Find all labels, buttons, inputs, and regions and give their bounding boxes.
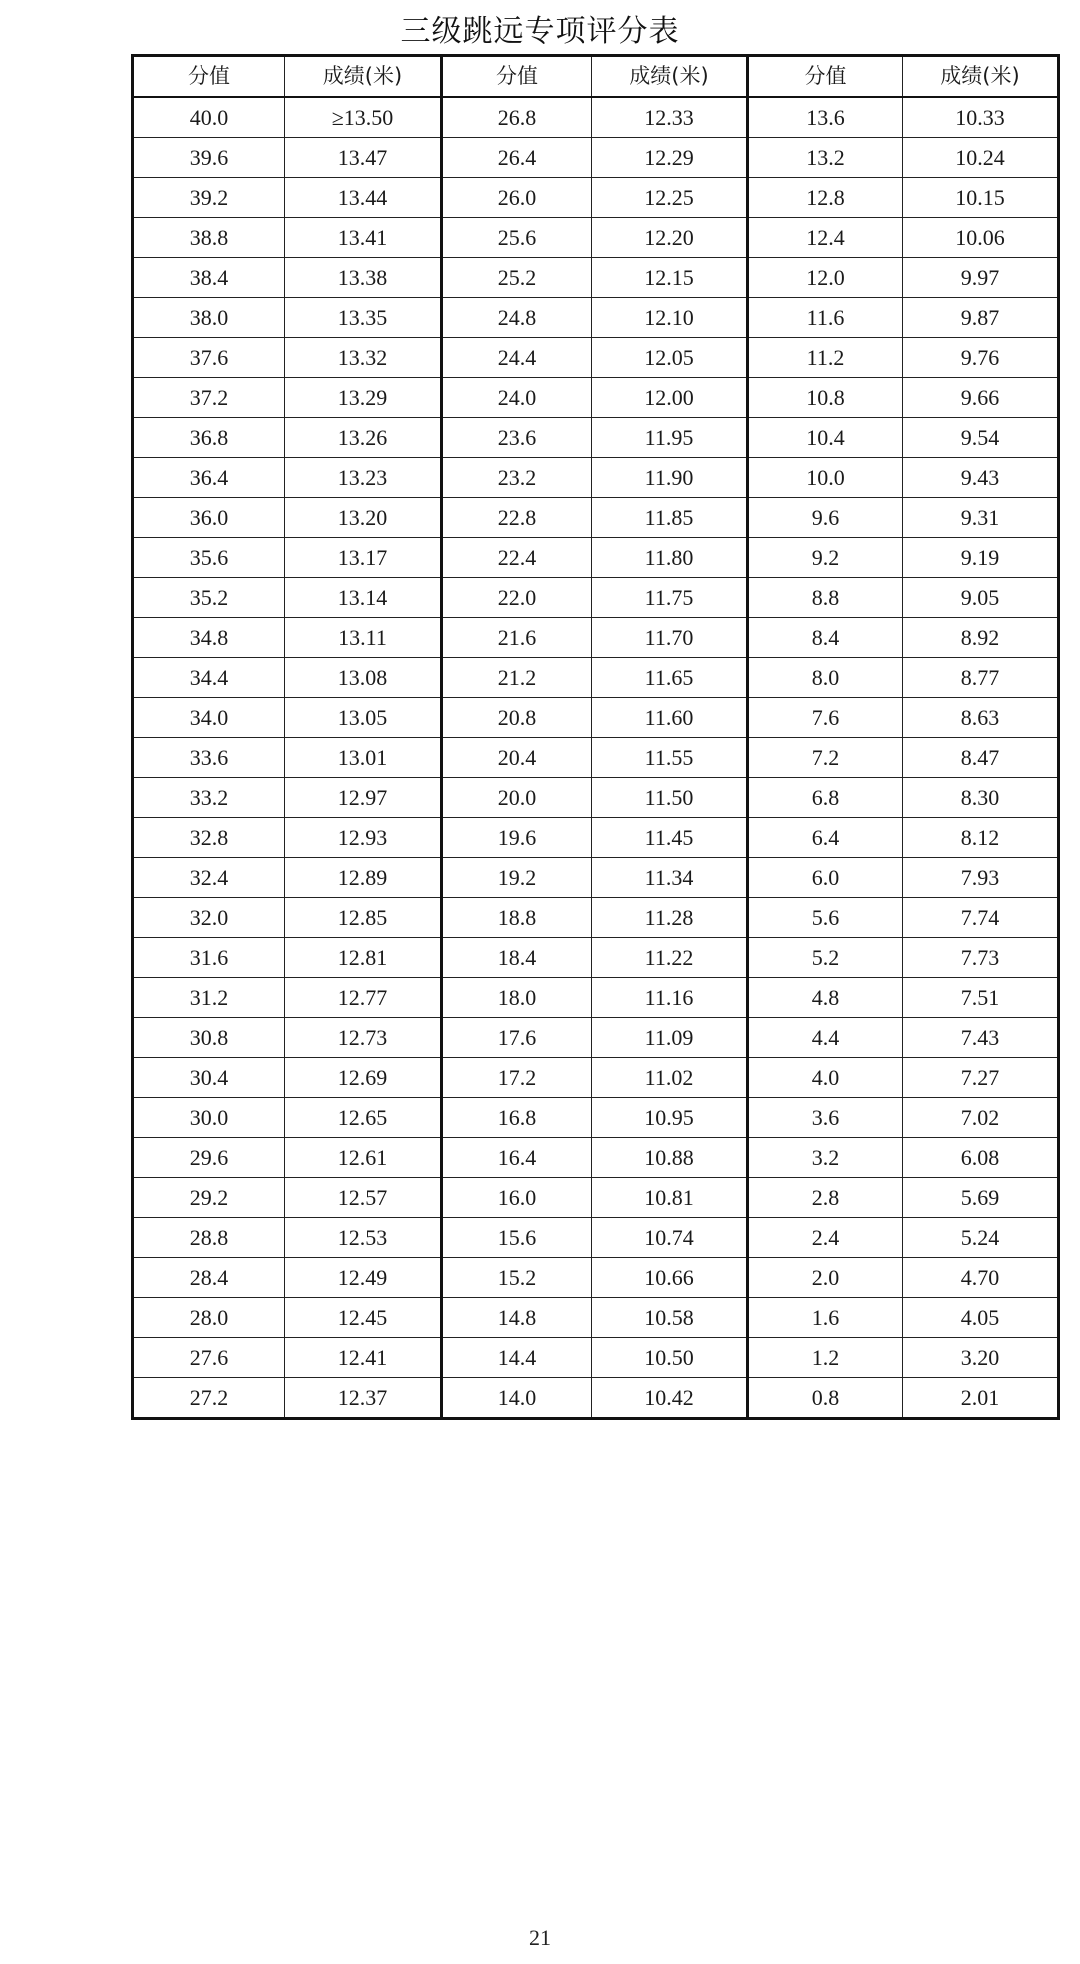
result-cell: 10.24	[903, 138, 1059, 178]
result-cell: 9.54	[903, 418, 1059, 458]
result-cell: 13.17	[285, 538, 442, 578]
result-cell: 11.95	[592, 418, 748, 458]
scoring-table	[131, 54, 1060, 1420]
result-cell: 10.06	[903, 218, 1059, 258]
result-cell: 9.19	[903, 538, 1059, 578]
score-cell: 4.0	[748, 1058, 903, 1098]
result-cell: 9.43	[903, 458, 1059, 498]
score-cell: 25.6	[442, 218, 592, 258]
result-cell: 12.29	[592, 138, 748, 178]
header-score-2: 分值	[442, 56, 592, 98]
table-row	[133, 858, 1059, 898]
score-cell: 22.4	[442, 538, 592, 578]
result-cell: 8.12	[903, 818, 1059, 858]
score-cell: 17.6	[442, 1018, 592, 1058]
score-cell: 22.8	[442, 498, 592, 538]
table-row	[133, 298, 1059, 338]
table-row	[133, 778, 1059, 818]
result-cell: 2.01	[903, 1378, 1059, 1419]
score-cell: 24.8	[442, 298, 592, 338]
score-cell: 12.4	[748, 218, 903, 258]
table-row	[133, 178, 1059, 218]
result-cell: 11.34	[592, 858, 748, 898]
score-cell: 14.4	[442, 1338, 592, 1378]
score-cell: 33.6	[133, 738, 285, 778]
score-cell: 6.8	[748, 778, 903, 818]
result-cell: 8.63	[903, 698, 1059, 738]
result-cell: 10.42	[592, 1378, 748, 1419]
result-cell: 8.92	[903, 618, 1059, 658]
table-row	[133, 578, 1059, 618]
score-cell: 25.2	[442, 258, 592, 298]
score-cell: 8.0	[748, 658, 903, 698]
score-cell: 38.0	[133, 298, 285, 338]
score-cell: 19.6	[442, 818, 592, 858]
score-cell: 24.4	[442, 338, 592, 378]
score-cell: 35.2	[133, 578, 285, 618]
result-cell: 12.53	[285, 1218, 442, 1258]
score-cell: 16.0	[442, 1178, 592, 1218]
table-row	[133, 698, 1059, 738]
result-cell: 12.33	[592, 97, 748, 138]
result-cell: 7.74	[903, 898, 1059, 938]
result-cell: 9.97	[903, 258, 1059, 298]
result-cell: 9.05	[903, 578, 1059, 618]
score-cell: 18.0	[442, 978, 592, 1018]
table-row	[133, 658, 1059, 698]
result-cell: 12.57	[285, 1178, 442, 1218]
table-row	[133, 1098, 1059, 1138]
score-cell: 9.6	[748, 498, 903, 538]
score-cell: 37.2	[133, 378, 285, 418]
result-cell: 6.08	[903, 1138, 1059, 1178]
score-cell: 10.0	[748, 458, 903, 498]
result-cell: 12.45	[285, 1298, 442, 1338]
result-cell: 12.00	[592, 378, 748, 418]
score-cell: 39.6	[133, 138, 285, 178]
table-row	[133, 97, 1059, 138]
score-cell: 19.2	[442, 858, 592, 898]
result-cell: 11.02	[592, 1058, 748, 1098]
result-cell: 10.15	[903, 178, 1059, 218]
result-cell: 13.41	[285, 218, 442, 258]
score-cell: 26.8	[442, 97, 592, 138]
result-cell: 12.73	[285, 1018, 442, 1058]
score-cell: 20.8	[442, 698, 592, 738]
result-cell: 12.97	[285, 778, 442, 818]
table-row	[133, 218, 1059, 258]
score-cell: 1.6	[748, 1298, 903, 1338]
result-cell: 9.87	[903, 298, 1059, 338]
table-row	[133, 498, 1059, 538]
score-cell: 29.2	[133, 1178, 285, 1218]
result-cell: 13.32	[285, 338, 442, 378]
score-cell: 36.0	[133, 498, 285, 538]
table-row	[133, 738, 1059, 778]
table-row	[133, 1058, 1059, 1098]
result-cell: 7.51	[903, 978, 1059, 1018]
score-cell: 13.6	[748, 97, 903, 138]
score-cell: 32.4	[133, 858, 285, 898]
result-cell: 7.02	[903, 1098, 1059, 1138]
score-cell: 38.8	[133, 218, 285, 258]
header-result-3: 成绩(米)	[903, 56, 1059, 98]
table-row	[133, 1018, 1059, 1058]
table-header	[133, 56, 1059, 98]
result-cell: 9.31	[903, 498, 1059, 538]
result-cell: 11.85	[592, 498, 748, 538]
table-row	[133, 1138, 1059, 1178]
result-cell: 12.20	[592, 218, 748, 258]
score-cell: 16.8	[442, 1098, 592, 1138]
score-cell: 26.0	[442, 178, 592, 218]
score-cell: 32.8	[133, 818, 285, 858]
result-cell: 8.47	[903, 738, 1059, 778]
result-cell: 10.66	[592, 1258, 748, 1298]
result-cell: 13.14	[285, 578, 442, 618]
score-cell: 33.2	[133, 778, 285, 818]
result-cell: 9.66	[903, 378, 1059, 418]
score-cell: 39.2	[133, 178, 285, 218]
score-cell: 29.6	[133, 1138, 285, 1178]
table-row	[133, 378, 1059, 418]
result-cell: 11.22	[592, 938, 748, 978]
result-cell: 13.44	[285, 178, 442, 218]
score-cell: 30.8	[133, 1018, 285, 1058]
header-row	[133, 56, 1059, 98]
score-cell: 7.2	[748, 738, 903, 778]
result-cell: 4.70	[903, 1258, 1059, 1298]
result-cell: 11.45	[592, 818, 748, 858]
score-cell: 6.4	[748, 818, 903, 858]
result-cell: 12.69	[285, 1058, 442, 1098]
result-cell: 11.65	[592, 658, 748, 698]
score-cell: 12.8	[748, 178, 903, 218]
header-result-2: 成绩(米)	[592, 56, 748, 98]
result-cell: 11.70	[592, 618, 748, 658]
table-row	[133, 618, 1059, 658]
result-cell: 12.25	[592, 178, 748, 218]
score-cell: 31.2	[133, 978, 285, 1018]
result-cell: 13.47	[285, 138, 442, 178]
result-cell: 11.16	[592, 978, 748, 1018]
score-cell: 10.4	[748, 418, 903, 458]
table-row	[133, 1178, 1059, 1218]
result-cell: 11.75	[592, 578, 748, 618]
result-cell: 8.77	[903, 658, 1059, 698]
score-cell: 21.2	[442, 658, 592, 698]
result-cell: 13.35	[285, 298, 442, 338]
score-cell: 28.4	[133, 1258, 285, 1298]
score-cell: 14.0	[442, 1378, 592, 1419]
result-cell: 9.76	[903, 338, 1059, 378]
score-cell: 2.0	[748, 1258, 903, 1298]
score-cell: 18.8	[442, 898, 592, 938]
score-cell: 31.6	[133, 938, 285, 978]
score-cell: 36.4	[133, 458, 285, 498]
score-cell: 11.2	[748, 338, 903, 378]
score-cell: 6.0	[748, 858, 903, 898]
result-cell: 13.01	[285, 738, 442, 778]
table-row	[133, 898, 1059, 938]
score-cell: 9.2	[748, 538, 903, 578]
result-cell: 12.77	[285, 978, 442, 1018]
table-row	[133, 1258, 1059, 1298]
table-row	[133, 1218, 1059, 1258]
score-cell: 26.4	[442, 138, 592, 178]
result-cell: 13.29	[285, 378, 442, 418]
score-cell: 5.6	[748, 898, 903, 938]
score-cell: 18.4	[442, 938, 592, 978]
header-score-3: 分值	[748, 56, 903, 98]
result-cell: 8.30	[903, 778, 1059, 818]
result-cell: 10.88	[592, 1138, 748, 1178]
table-row	[133, 138, 1059, 178]
result-cell: 12.61	[285, 1138, 442, 1178]
score-cell: 1.2	[748, 1338, 903, 1378]
score-cell: 16.4	[442, 1138, 592, 1178]
result-cell: 11.50	[592, 778, 748, 818]
table-row	[133, 338, 1059, 378]
table-row	[133, 458, 1059, 498]
result-cell: 12.05	[592, 338, 748, 378]
result-cell: 5.69	[903, 1178, 1059, 1218]
page-title: 三级跳远专项评分表	[400, 14, 680, 49]
result-cell: 13.26	[285, 418, 442, 458]
score-cell: 30.4	[133, 1058, 285, 1098]
result-cell: 13.11	[285, 618, 442, 658]
table-row	[133, 418, 1059, 458]
score-cell: 32.0	[133, 898, 285, 938]
score-cell: 27.6	[133, 1338, 285, 1378]
score-cell: 24.0	[442, 378, 592, 418]
score-cell: 20.4	[442, 738, 592, 778]
table-row	[133, 1378, 1059, 1419]
result-cell: 10.74	[592, 1218, 748, 1258]
score-cell: 4.8	[748, 978, 903, 1018]
result-cell: 12.15	[592, 258, 748, 298]
score-cell: 10.8	[748, 378, 903, 418]
result-cell: ≥13.50	[285, 97, 442, 138]
header-result-1: 成绩(米)	[285, 56, 442, 98]
score-cell: 28.8	[133, 1218, 285, 1258]
result-cell: 11.90	[592, 458, 748, 498]
score-cell: 5.2	[748, 938, 903, 978]
result-cell: 13.05	[285, 698, 442, 738]
result-cell: 7.43	[903, 1018, 1059, 1058]
result-cell: 3.20	[903, 1338, 1059, 1378]
score-cell: 14.8	[442, 1298, 592, 1338]
result-cell: 10.95	[592, 1098, 748, 1138]
result-cell: 10.58	[592, 1298, 748, 1338]
result-cell: 7.27	[903, 1058, 1059, 1098]
table-row	[133, 1338, 1059, 1378]
result-cell: 12.93	[285, 818, 442, 858]
result-cell: 12.10	[592, 298, 748, 338]
result-cell: 12.81	[285, 938, 442, 978]
score-cell: 3.2	[748, 1138, 903, 1178]
score-cell: 27.2	[133, 1378, 285, 1419]
result-cell: 11.80	[592, 538, 748, 578]
score-cell: 2.4	[748, 1218, 903, 1258]
score-cell: 15.2	[442, 1258, 592, 1298]
result-cell: 12.85	[285, 898, 442, 938]
score-cell: 12.0	[748, 258, 903, 298]
page-number: 21	[529, 1925, 551, 1950]
result-cell: 13.08	[285, 658, 442, 698]
score-cell: 7.6	[748, 698, 903, 738]
score-cell: 11.6	[748, 298, 903, 338]
score-cell: 21.6	[442, 618, 592, 658]
result-cell: 7.93	[903, 858, 1059, 898]
score-cell: 30.0	[133, 1098, 285, 1138]
score-cell: 4.4	[748, 1018, 903, 1058]
result-cell: 10.33	[903, 97, 1059, 138]
result-cell: 12.89	[285, 858, 442, 898]
score-cell: 17.2	[442, 1058, 592, 1098]
result-cell: 4.05	[903, 1298, 1059, 1338]
score-cell: 35.6	[133, 538, 285, 578]
result-cell: 5.24	[903, 1218, 1059, 1258]
result-cell: 13.38	[285, 258, 442, 298]
score-cell: 13.2	[748, 138, 903, 178]
score-cell: 3.6	[748, 1098, 903, 1138]
table-row	[133, 818, 1059, 858]
score-cell: 37.6	[133, 338, 285, 378]
table-row	[133, 978, 1059, 1018]
table-row	[133, 538, 1059, 578]
score-cell: 15.6	[442, 1218, 592, 1258]
table-body	[133, 97, 1059, 1419]
table-row	[133, 258, 1059, 298]
result-cell: 13.23	[285, 458, 442, 498]
score-cell: 8.4	[748, 618, 903, 658]
score-cell: 20.0	[442, 778, 592, 818]
score-cell: 8.8	[748, 578, 903, 618]
result-cell: 10.50	[592, 1338, 748, 1378]
result-cell: 11.09	[592, 1018, 748, 1058]
result-cell: 7.73	[903, 938, 1059, 978]
score-cell: 36.8	[133, 418, 285, 458]
score-cell: 34.8	[133, 618, 285, 658]
score-cell: 0.8	[748, 1378, 903, 1419]
score-cell: 40.0	[133, 97, 285, 138]
result-cell: 12.41	[285, 1338, 442, 1378]
result-cell: 12.49	[285, 1258, 442, 1298]
table-row	[133, 938, 1059, 978]
result-cell: 10.81	[592, 1178, 748, 1218]
score-cell: 23.6	[442, 418, 592, 458]
score-cell: 34.0	[133, 698, 285, 738]
score-cell: 28.0	[133, 1298, 285, 1338]
table-row	[133, 1298, 1059, 1338]
score-cell: 2.8	[748, 1178, 903, 1218]
result-cell: 11.60	[592, 698, 748, 738]
result-cell: 11.55	[592, 738, 748, 778]
result-cell: 11.28	[592, 898, 748, 938]
result-cell: 12.37	[285, 1378, 442, 1419]
result-cell: 12.65	[285, 1098, 442, 1138]
score-cell: 38.4	[133, 258, 285, 298]
header-score-1: 分值	[133, 56, 285, 98]
score-cell: 22.0	[442, 578, 592, 618]
result-cell: 13.20	[285, 498, 442, 538]
score-cell: 34.4	[133, 658, 285, 698]
score-cell: 23.2	[442, 458, 592, 498]
